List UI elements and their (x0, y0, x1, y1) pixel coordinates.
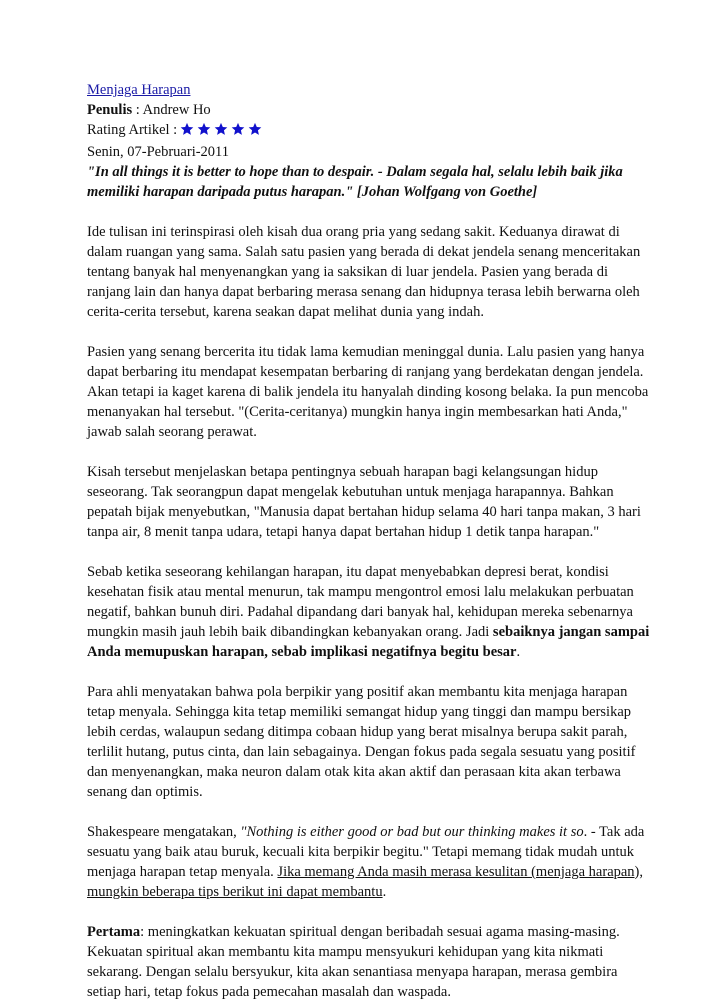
paragraph-line: ranjang lain dan hanya dapat berbaring merasa senang dan hidupnya terasa lebih berwarna oleh (87, 284, 640, 300)
paragraph-line: sekarang. Dengan selalu bersyukur, kita akan senantiasa menyapa harapan, merasa gembira (87, 964, 618, 980)
title-line (87, 80, 657, 100)
paragraph-line: negatif, bahkan bunuh diri. Padahal dipandang dari banyak hal, kehidupan mereka sebenarnya (87, 604, 633, 620)
star-icon (248, 122, 262, 136)
rating-label: Rating Artikel : (87, 122, 178, 138)
paragraph-4 (87, 562, 657, 662)
paragraph-text: menjaga harapan tetap menyala. (87, 864, 278, 880)
paragraph-line: menanyakan hal tersebut. "(Cerita-ceritanya) mungkin hanya ingin membesarkan hati Anda," (87, 404, 628, 420)
star-icon (214, 122, 228, 136)
paragraph-5 (87, 682, 657, 802)
paragraph-3 (87, 462, 657, 542)
article-title-link[interactable]: Menjaga Harapan (87, 82, 191, 98)
star-icon (197, 122, 211, 136)
paragraph-text: Shakespeare mengatakan, (87, 824, 241, 840)
paragraph-line: Ide tulisan ini terinspirasi oleh kisah dua orang pria yang sedang sakit. Keduanya dirawat di (87, 224, 620, 240)
article (87, 80, 657, 1002)
paragraph-line: cerita-cerita tersebut, karena seakan dapat melihat dunia yang indah. (87, 304, 484, 320)
emphasis-text: Anda memupuskan harapan, sebab implikasi negatifnya begitu besar (87, 644, 517, 660)
paragraph-line: terlilit hutang, putus cinta, dan lain sebagainya. Dengan fokus pada segala sesuatu yang positif (87, 744, 636, 760)
paragraph-line: Kekuatan spiritual akan membantu kita mampu mensyukuri kehidupan yang kita nikmati (87, 944, 604, 960)
paragraph-line: tentang banyak hal menyenangkan yang ia saksikan di luar jendela. Pasien yang berada di (87, 264, 609, 280)
paragraph-line: Akan tetapi ia kaget karena di balik jendela itu hanyalah dinding kosong belaka. Ia pun mencoba (87, 384, 649, 400)
paragraph-line: sesuatu yang baik atau buruk, kecuali kita berpikir begitu." Tetapi memang tidak mudah untuk (87, 844, 635, 860)
paragraph-line (87, 882, 657, 902)
paragraph-line: Sebab ketika seseorang kehilangan harapan, itu dapat menyebabkan depresi berat, kondisi (87, 564, 609, 580)
paragraph-line: dapat berbaring itu mendapat kesempatan berbaring di ranjang yang berdekatan dengan jendela. (87, 364, 644, 380)
paragraph-line: dalam ruangan yang sama. Salah satu pasien yang berada di dekat jendela senang menceritakan (87, 244, 641, 260)
paragraph-line: senang dan optimis. (87, 784, 203, 800)
article-date: Senin, 07-Pebruari-2011 (87, 144, 230, 160)
quote-block (87, 162, 657, 202)
author-name: Andrew Ho (142, 102, 211, 118)
paragraph-6 (87, 822, 657, 902)
paragraph-line: tanpa air, 8 menit tanpa udara, tetapi hanya dapat bertahan hidup 1 detik tanpa harapan." (87, 524, 600, 540)
paragraph-7 (87, 922, 657, 1002)
paragraph-line (87, 922, 657, 942)
star-icon (231, 122, 245, 136)
paragraph-text: . (382, 884, 387, 900)
paragraph-line (87, 822, 657, 842)
star-icon (180, 122, 194, 136)
paragraph-1 (87, 222, 657, 322)
paragraph-line: Para ahli menyatakan bahwa pola berpikir yang positif akan membantu kita menjaga harapan (87, 684, 628, 700)
underlined-text: mungkin beberapa tips berikut ini dapat membantu (87, 884, 383, 900)
quote-line: "In all things it is better to hope than to despair. - Dalam segala hal, selalu lebih baik jika (87, 164, 623, 180)
quote-line: memiliki harapan daripada putus harapan." [Johan Wolfgang von Goethe] (87, 184, 538, 200)
paragraph-text: . - Tak ada (583, 824, 645, 840)
paragraph-line: dan menyenangkan, maka neuron dalam otak kita akan aktif dan perasaan kita akan terbawa (87, 764, 621, 780)
paragraph-line: tetap menyala. Sehingga kita tetap memiliki semangat hidup yang tinggi dan mampu bersikap (87, 704, 632, 720)
paragraph-text: . (516, 644, 521, 660)
paragraph-line: jawab salah seorang perawat. (87, 424, 257, 440)
paragraph-line (87, 622, 657, 642)
paragraph-text: : meningkatkan kekuatan spiritual dengan beribadah sesuai agama masing-masing. (140, 924, 620, 940)
paragraph-line: pepatah bijak menyebutkan, "Manusia dapat bertahan hidup selama 40 hari tanpa makan, 3 hari (87, 504, 641, 520)
author-line (87, 100, 657, 120)
author-separator: : (132, 102, 143, 118)
paragraph-line: setiap hari, tetap fokus pada pemecahan masalah dan waspada. (87, 984, 451, 1000)
paragraph-line: Kisah tersebut menjelaskan betapa pentingnya sebuah harapan bagi kelangsungan hidup (87, 464, 598, 480)
author-label: Penulis (87, 102, 133, 118)
paragraph-2 (87, 342, 657, 442)
paragraph-line: lebih cerdas, walaupun sedang ditimpa cobaan hidup yang berat misalnya berupa sakit parah, (87, 724, 628, 740)
emphasis-text: sebaiknya jangan sampai (492, 624, 650, 640)
rating-stars (180, 122, 265, 142)
paragraph-text: mungkin masih jauh lebih baik dibandingkan kebanyakan orang. Jadi (87, 624, 493, 640)
paragraph-line: Pasien yang senang bercerita itu tidak lama kemudian meninggal dunia. Lalu pasien yang hanya (87, 344, 645, 360)
paragraph-line (87, 642, 657, 662)
paragraph-line: kesehatan fisik atau mental menurun, tak mampu mengontrol emosi lalu melakukan perbuatan (87, 584, 634, 600)
paragraph-line (87, 862, 657, 882)
rating-line (87, 120, 657, 142)
paragraph-line: seseorang. Tak seorangpun dapat mengelak kebutuhan untuk menjaga harapannya. Bahkan (87, 484, 614, 500)
shakespeare-quote: "Nothing is either good or bad but our thinking makes it so (240, 824, 584, 840)
underlined-text: Jika memang Anda masih merasa kesulitan (menjaga harapan), (277, 864, 644, 880)
tip-heading: Pertama (87, 924, 141, 940)
